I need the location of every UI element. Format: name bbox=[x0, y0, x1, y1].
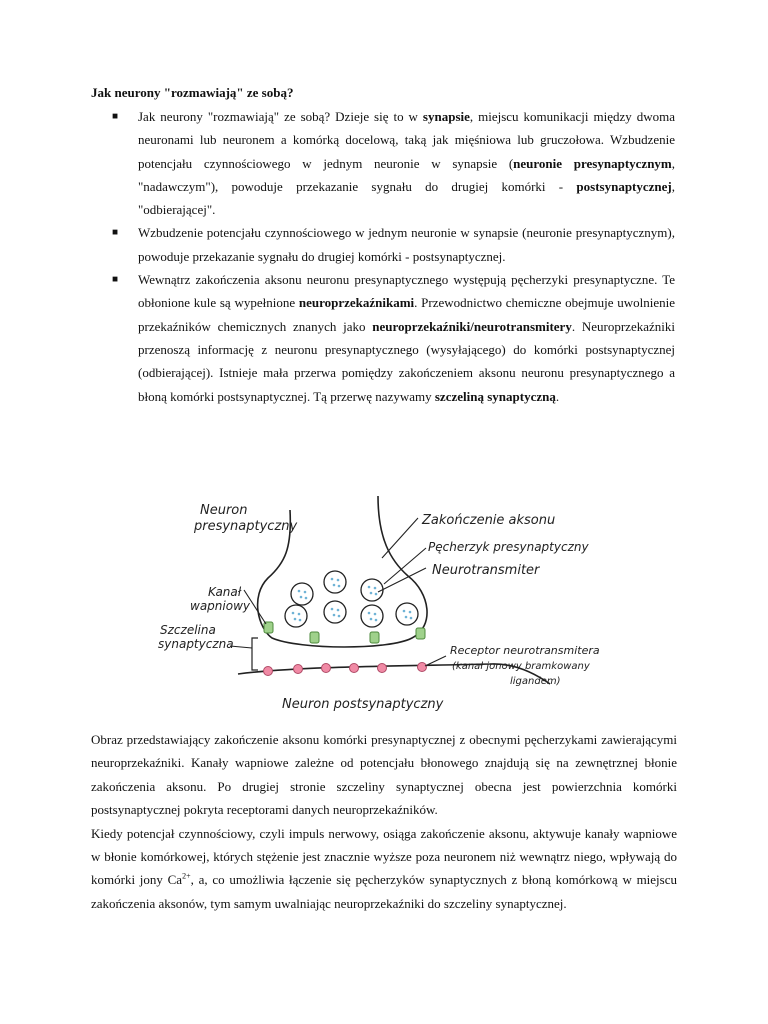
bold-term: neuroprzekaźniki/neurotransmitery bbox=[372, 318, 572, 334]
vesicle bbox=[361, 605, 383, 627]
receptor bbox=[322, 664, 331, 673]
bold-term: szczeliną synaptyczną bbox=[434, 388, 556, 404]
label-presynaptic: presynaptyczny bbox=[194, 519, 298, 534]
label-calcium-channel: Kanał bbox=[208, 585, 242, 599]
paragraph bbox=[91, 822, 677, 916]
text: , "nadawczym"), powoduje przekazanie sygnału do drugiej komórki - bbox=[138, 155, 675, 194]
label-calcium-channel: wapniowy bbox=[190, 599, 250, 613]
label-postsynaptic: Neuron postsynaptyczny bbox=[282, 697, 444, 712]
calcium-channels bbox=[264, 622, 425, 643]
vesicle bbox=[361, 579, 383, 601]
cleft-bracket bbox=[252, 638, 258, 670]
vesicle bbox=[291, 583, 313, 605]
superscript: 2+ bbox=[182, 872, 191, 882]
body-text bbox=[91, 728, 677, 915]
text: Wzbudzenie potencjału czynnościowego w jednym neuronie w synapsie (neuronie presynaptycznym), powoduje przekazanie sygnału do drugiej komórki - postsynaptycznej. bbox=[138, 225, 675, 264]
text: . Neuroprzekaźniki przenoszą informację z neuronu presynaptycznego (wysyłającego) do komórki postsynaptycznej (odbierającej). Istnieje mała przerwa pomiędzy zakończeniem aksonu neuronu presynaptycznego a błoną komórki postsynaptycznej. Tą przerwę nazywamy bbox=[138, 318, 675, 404]
receptor bbox=[350, 664, 359, 673]
bold-term: synapsie bbox=[422, 109, 470, 124]
calcium-channel bbox=[370, 632, 379, 643]
bullet-item-2 bbox=[112, 221, 675, 268]
vesicle bbox=[396, 603, 418, 625]
label-receptor: ligandem) bbox=[510, 676, 561, 687]
bullet-list bbox=[112, 105, 675, 408]
label-neurotransmitter: Neurotransmiter bbox=[432, 563, 540, 578]
label-synaptic-cleft: synaptyczna bbox=[158, 637, 234, 651]
text: Jak neurony "rozmawiają" ze sobą? Dzieje się to w bbox=[138, 109, 423, 124]
vesicle bbox=[324, 571, 346, 593]
label-receptor: Receptor neurotransmitera bbox=[450, 644, 600, 657]
label-vesicle: Pęcherzyk presynaptyczny bbox=[428, 540, 589, 554]
bullet-item-1 bbox=[112, 105, 675, 221]
bullet-marker: ■ bbox=[112, 111, 119, 122]
vesicle bbox=[285, 605, 307, 627]
label-receptor: (kanał jonowy bramkowany bbox=[452, 661, 590, 672]
text: Kiedy potencjał czynnościowy, czyli impuls nerwowy, osiąga zakończenie aksonu, aktywuje kanały wapniowe w błonie komórkowej, których stężenie jest znacznie wyższe poza neuronem niż wewnątrz niego, wpływają do komórki jony Ca bbox=[91, 825, 677, 888]
bold-term: postsynaptycznej bbox=[576, 178, 672, 194]
calcium-channel bbox=[416, 628, 425, 639]
synapse-drawing bbox=[150, 488, 610, 720]
bold-term: neuroprzekaźnikami bbox=[298, 295, 415, 311]
text: , a, co umożliwia łączenie się pęcherzyków synaptycznych z błoną komórkową w miejscu zakończenia aksonów, tym samym uwalniając neuroprzekaźniki do szczeliny synaptycznej. bbox=[91, 872, 678, 911]
label-presynaptic: Neuron bbox=[200, 503, 248, 518]
text: , miejscu komunikacji między dwoma neuronami lub neuronem a komórką docelową, taką jak mięśniowa lub gruczołowa. Wzbudzenie potencjału czynnościowego w jednym neuronie w synapsie ( bbox=[138, 109, 675, 171]
text: Wewnątrz zakończenia aksonu neuronu presynaptycznego występują pęcherzyki presynaptyczne. Te obłonione kule są wypełnione bbox=[138, 272, 675, 311]
label-axon-terminal: Zakończenie aksonu bbox=[422, 513, 556, 528]
bold-term: neuronie presynaptycznym bbox=[513, 155, 672, 171]
text: . bbox=[555, 388, 560, 404]
receptor bbox=[418, 663, 427, 672]
label-synaptic-cleft: Szczelina bbox=[160, 623, 216, 637]
bullet-marker: ■ bbox=[112, 274, 119, 286]
synapse-diagram bbox=[150, 488, 610, 720]
vesicles bbox=[285, 571, 418, 627]
calcium-channel bbox=[310, 632, 319, 643]
text: , "odbierającej". bbox=[138, 178, 675, 218]
paragraph: Obraz przedstawiający zakończenie aksonu komórki presynaptycznej z obecnymi pęcherzykami zawierającymi neuroprzekaźniki. Kanały wapniowe zależne od potencjału błonowego znajdują się na zewnętrznej błonie zakończenia aksonu. Po drugiej stronie szczeliny synaptycznej obecna jest powierzchnia komórki postsynaptycznej pokryta receptorami danych neuroprzekaźników. bbox=[91, 732, 677, 818]
page-title: Jak neurony "rozmawiają" ze sobą? bbox=[91, 85, 294, 100]
receptor bbox=[264, 667, 273, 676]
bullet-item-3 bbox=[112, 268, 675, 408]
receptor bbox=[294, 665, 303, 674]
bullet-marker: ■ bbox=[112, 227, 119, 239]
receptor bbox=[378, 664, 387, 673]
vesicle bbox=[324, 601, 346, 623]
text: . Przewodnictwo chemiczne obejmuje uwolnienie przekaźników chemicznych znanych jako bbox=[138, 295, 675, 334]
